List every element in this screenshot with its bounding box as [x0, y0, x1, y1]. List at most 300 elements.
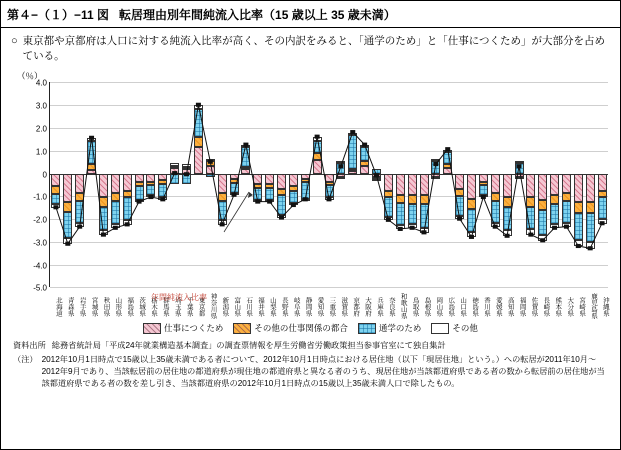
x-tick-label: 奈良県: [387, 296, 395, 317]
legend-item: [431, 322, 478, 334]
source-row: [13, 340, 608, 352]
bar-segment: [218, 220, 227, 225]
bar-segment: [586, 213, 595, 241]
bar-segment: [586, 202, 595, 213]
x-tick-label: 山口県: [459, 296, 467, 317]
legend-label: その他: [452, 323, 478, 334]
x-tick-label: 栃木県: [150, 296, 158, 317]
bar-segment: [289, 203, 298, 205]
bar-segment: [467, 174, 476, 199]
bar-segment: [265, 200, 274, 202]
bar-segment: [503, 230, 512, 236]
bar-column: [489, 82, 501, 287]
bar-segment: [277, 215, 286, 218]
x-tick-label: 長野県: [280, 296, 288, 317]
plot-region: [33, 78, 608, 293]
legend-label: 仕事につくため: [164, 323, 224, 334]
bar-column: [406, 82, 418, 287]
x-tick-label: 静岡県: [304, 296, 312, 317]
bar-segment: [277, 174, 286, 190]
bar-segment: [443, 152, 452, 165]
bar-segment: [182, 164, 191, 166]
bar-segment: [253, 188, 262, 199]
bar-segment: [467, 209, 476, 232]
note-text: 2012年10月1日時点で15歳以上35歳未満である者について、2012年10月1日時点における居住地（以下「現居住地」という。）への転居が2011年10月〜2012年9月であり、当該転居前の居住地の都道府県が現住地の都道府県と異なる者のうち、現居住地が当該都道府県である者の数から転居前の居住地が当該都道府県である者の数を差し引き、当該都道府県の2012年10月1日時点の15歳以上35歳未満人口で除したもの。: [41, 354, 605, 389]
figure-title: 転居理由別年間純流入比率（15 歳以上 35 歳未満）: [119, 8, 396, 22]
bar-segment: [550, 195, 559, 204]
bar-segment: [123, 197, 132, 220]
bar-segment: [408, 195, 417, 204]
bar-segment: [146, 195, 155, 197]
bar-segment: [230, 193, 239, 195]
x-tick-label: 長崎県: [542, 296, 550, 317]
bar-segment: [158, 184, 167, 198]
note-row: [13, 354, 608, 391]
bar-segment: [336, 177, 345, 179]
x-tick-label: 埼玉県: [173, 296, 181, 317]
bar-segment: [75, 193, 84, 201]
bar-segment: [384, 191, 393, 198]
bar-segment: [135, 200, 144, 202]
bar-segment: [562, 174, 571, 193]
bar-segment: [241, 145, 250, 147]
bar-segment: [218, 201, 227, 220]
x-tick-label: 鹿児島県: [589, 293, 597, 320]
bar-segment: [325, 185, 334, 198]
bar-column: [109, 82, 121, 287]
bar-segment: [313, 153, 322, 160]
bar-segment: [146, 174, 155, 182]
bar-segment: [455, 196, 464, 215]
bar-column: [549, 82, 561, 287]
bar-segment: [562, 201, 571, 223]
bar-segment: [87, 170, 96, 173]
bar-segment: [598, 219, 607, 224]
bar-column: [442, 82, 454, 287]
bar-segment: [431, 177, 440, 179]
bar-column: [62, 82, 74, 287]
note-label: （注）: [13, 354, 38, 364]
figure-header: [1, 1, 620, 28]
bar-segment: [182, 174, 191, 184]
bar-segment: [313, 137, 322, 140]
bar-segment: [206, 174, 215, 177]
bar-segment: [170, 174, 179, 184]
source-text: 総務省統計局「平成24年就業構造基本調査」の調査票情報を厚生労働省労働政策担当参事官室にて独自集計: [51, 341, 446, 351]
bar-segment: [443, 164, 452, 167]
gridline: [33, 283, 608, 293]
bar-segment: [526, 229, 535, 235]
bar-column: [383, 82, 395, 287]
bar-segment: [396, 195, 405, 203]
bar-segment: [63, 238, 72, 244]
chart-area: [9, 70, 612, 320]
bar-column: [74, 82, 86, 287]
bar-segment: [336, 163, 345, 173]
x-tick-label: 徳島県: [471, 296, 479, 317]
bar-segment: [218, 174, 227, 193]
x-tick-label: 富山県: [233, 296, 241, 317]
bar-column: [228, 82, 240, 287]
x-tick-label: 北海道: [54, 296, 62, 317]
y-tick-label: -5.0: [33, 283, 47, 293]
bar-segment: [384, 197, 393, 216]
bar-series: [50, 82, 608, 287]
bar-segment: [420, 204, 429, 228]
bar-segment: [384, 174, 393, 191]
x-tick-label: 神奈川県: [209, 293, 217, 320]
x-tick-label: 東京都: [197, 296, 205, 317]
bar-segment: [265, 174, 274, 184]
bar-segment: [550, 224, 559, 229]
y-tick-label: -1.0: [33, 192, 47, 202]
bar-segment: [230, 183, 239, 193]
bar-segment: [538, 200, 547, 210]
bar-segment: [420, 195, 429, 204]
x-tick-label: 三重県: [328, 296, 336, 317]
bar-segment: [336, 161, 345, 163]
bar-column: [121, 82, 133, 287]
x-tick-label: 和歌山県: [399, 293, 407, 320]
bar-column: [181, 82, 193, 287]
bar-segment: [123, 174, 132, 191]
bar-segment: [99, 207, 108, 231]
bar-segment: [396, 225, 405, 230]
bar-segment: [598, 191, 607, 198]
bar-column: [288, 82, 300, 287]
bar-segment: [194, 147, 203, 173]
bar-segment: [550, 174, 559, 196]
x-tick-label: 宮城県: [90, 296, 98, 317]
bar-segment: [574, 213, 583, 239]
bar-segment: [515, 163, 524, 173]
bullet-icon: ○: [11, 35, 18, 47]
x-tick-label: 岐阜県: [292, 296, 300, 317]
y-tick-label: 0: [42, 170, 47, 180]
legend-item: [143, 322, 223, 334]
x-tick-label: 青森県: [66, 296, 74, 317]
x-tick-label: 新潟県: [221, 296, 229, 317]
bar-column: [50, 82, 62, 287]
bar-segment: [526, 174, 535, 198]
bar-segment: [408, 204, 417, 223]
bar-segment: [194, 137, 203, 147]
x-tick-label: 鳥取県: [411, 296, 419, 317]
bar-segment: [526, 197, 535, 206]
bar-segment: [491, 201, 500, 223]
lead-text: 東京都や京都府は人口に対する純流入比率が高く、その内訳をみると、「通学のため」と「仕事につくため」が大部分を占めている。: [22, 35, 605, 63]
bar-segment: [51, 194, 60, 204]
figure-footer: [13, 340, 608, 390]
bar-column: [501, 82, 513, 287]
bar-segment: [253, 174, 262, 184]
bar-segment: [170, 163, 179, 165]
x-tick-label: 群馬県: [161, 296, 169, 317]
bar-column: [157, 82, 169, 287]
legend-swatch: [143, 323, 161, 334]
bar-segment: [455, 174, 464, 190]
bar-segment: [348, 169, 357, 171]
bar-segment: [123, 220, 132, 225]
bar-column: [573, 82, 585, 287]
bar-segment: [467, 199, 476, 209]
bar-segment: [586, 242, 595, 249]
x-axis-labels: [49, 289, 608, 323]
bar-segment: [75, 201, 84, 223]
bar-column: [537, 82, 549, 287]
x-tick-label: 大分県: [566, 296, 574, 317]
bar-segment: [396, 203, 405, 225]
bar-column: [335, 82, 347, 287]
bar-column: [513, 82, 525, 287]
x-tick-label: 広島県: [447, 296, 455, 317]
annotation-label: 年間純流入比率: [151, 293, 207, 303]
legend-item: [233, 322, 348, 334]
x-tick-label: 滋賀県: [340, 296, 348, 317]
bar-segment: [241, 167, 250, 169]
bar-column: [98, 82, 110, 287]
y-tick-label: 2.0: [35, 124, 47, 134]
x-tick-label: 茨城県: [138, 296, 146, 317]
lead-paragraph: [11, 34, 610, 64]
figure-number: 第４−（１）−11 図: [7, 8, 110, 22]
bar-segment: [360, 147, 369, 161]
bar-segment: [111, 193, 120, 201]
bar-column: [252, 82, 264, 287]
bar-segment: [491, 174, 500, 193]
bar-segment: [491, 193, 500, 201]
bar-segment: [135, 174, 144, 182]
legend-label: 通学のため: [378, 323, 422, 334]
bar-segment: [253, 200, 262, 202]
bar-segment: [182, 167, 191, 169]
bar-segment: [360, 145, 369, 147]
x-tick-label: 福井県: [257, 296, 265, 317]
bar-segment: [135, 186, 144, 200]
bar-column: [430, 82, 442, 287]
x-tick-label: 京都府: [352, 296, 360, 317]
bar-segment: [99, 174, 108, 198]
bar-column: [169, 82, 181, 287]
bar-segment: [313, 141, 322, 154]
x-tick-label: 福島県: [126, 296, 134, 317]
bar-column: [86, 82, 98, 287]
bar-segment: [87, 141, 96, 165]
bar-segment: [515, 177, 524, 179]
bar-column: [133, 82, 145, 287]
bar-segment: [443, 150, 452, 152]
bar-segment: [87, 138, 96, 140]
bar-segment: [384, 217, 393, 220]
bar-segment: [574, 174, 583, 202]
bar-segment: [194, 105, 203, 108]
y-axis-unit: （％）: [17, 71, 43, 82]
bar-segment: [111, 224, 120, 229]
y-tick-label: 1.0: [35, 147, 47, 157]
bar-segment: [550, 204, 559, 223]
chart-legend: [1, 322, 620, 334]
bar-segment: [123, 191, 132, 198]
bar-column: [193, 82, 205, 287]
y-tick-label: 3.0: [35, 101, 47, 111]
legend-swatch: [233, 323, 251, 334]
bar-segment: [538, 174, 547, 200]
bar-segment: [206, 161, 215, 166]
bar-segment: [348, 171, 357, 173]
bar-segment: [408, 224, 417, 229]
x-tick-label: 岩手県: [78, 296, 86, 317]
bar-segment: [99, 197, 108, 206]
x-tick-label: 島根県: [423, 296, 431, 317]
bar-column: [264, 82, 276, 287]
bar-segment: [301, 182, 310, 199]
bar-segment: [241, 147, 250, 166]
bar-column: [204, 82, 216, 287]
bar-segment: [455, 189, 464, 196]
bar-column: [145, 82, 157, 287]
x-tick-label: 山梨県: [268, 296, 276, 317]
bar-column: [525, 82, 537, 287]
x-tick-label: 兵庫県: [375, 296, 383, 317]
bar-column: [561, 82, 573, 287]
bar-segment: [51, 174, 60, 187]
bar-segment: [158, 174, 167, 181]
bar-segment: [420, 174, 429, 196]
bar-segment: [289, 174, 298, 187]
bar-column: [371, 82, 383, 287]
bar-column: [418, 82, 430, 287]
bar-segment: [420, 228, 429, 233]
bar-segment: [51, 186, 60, 194]
bar-segment: [265, 188, 274, 199]
legend-swatch: [358, 323, 376, 334]
bar-segment: [194, 109, 203, 137]
bar-segment: [503, 197, 512, 206]
bar-segment: [538, 235, 547, 241]
x-tick-label: 愛媛県: [494, 296, 502, 317]
bar-segment: [289, 191, 298, 204]
bar-segment: [99, 230, 108, 235]
bar-segment: [491, 223, 500, 228]
bar-segment: [348, 135, 357, 169]
bar-segment: [598, 174, 607, 191]
bar-column: [240, 82, 252, 287]
bar-segment: [515, 161, 524, 163]
bar-segment: [574, 202, 583, 213]
x-tick-label: 沖縄県: [601, 296, 609, 317]
x-tick-label: 秋田県: [102, 296, 110, 317]
x-tick-label: 大阪府: [364, 296, 372, 317]
legend-swatch: [431, 323, 449, 334]
bar-segment: [526, 207, 535, 230]
x-tick-label: 愛知県: [316, 296, 324, 317]
bar-segment: [158, 197, 167, 199]
bar-segment: [586, 174, 595, 202]
bar-column: [276, 82, 288, 287]
bar-segment: [51, 204, 60, 207]
bar-segment: [372, 169, 381, 174]
x-tick-label: 岡山県: [435, 296, 443, 317]
source-label: 資料出所: [13, 341, 46, 351]
y-tick-label: 4.0: [35, 78, 47, 88]
bar-segment: [479, 195, 488, 197]
bar-segment: [396, 174, 405, 196]
bar-segment: [503, 174, 512, 198]
y-tick-label: -2.0: [33, 215, 47, 225]
bar-column: [216, 82, 228, 287]
bar-segment: [325, 197, 334, 199]
bar-segment: [443, 168, 452, 174]
bar-segment: [218, 193, 227, 201]
bar-segment: [111, 174, 120, 193]
bar-segment: [87, 164, 96, 170]
x-tick-label: 高知県: [506, 296, 514, 317]
legend-label: その他の仕事関係の都合: [254, 323, 348, 334]
bar-segment: [467, 232, 476, 238]
bar-segment: [63, 174, 72, 202]
bar-segment: [574, 240, 583, 247]
bar-segment: [360, 166, 369, 174]
bar-column: [347, 82, 359, 287]
bar-column: [584, 82, 596, 287]
bar-column: [323, 82, 335, 287]
bar-column: [596, 82, 608, 287]
bar-segment: [146, 185, 155, 195]
x-tick-label: 石川県: [245, 296, 253, 317]
x-tick-label: 福岡県: [518, 296, 526, 317]
bar-segment: [431, 159, 440, 161]
x-tick-label: 山形県: [114, 296, 122, 317]
x-tick-label: 香川県: [482, 296, 490, 317]
bar-segment: [325, 174, 334, 182]
bar-segment: [111, 201, 120, 224]
bar-segment: [455, 216, 464, 219]
bar-segment: [431, 161, 440, 174]
bar-column: [299, 82, 311, 287]
bar-segment: [75, 174, 84, 193]
x-tick-label: 熊本県: [554, 296, 562, 317]
bar-segment: [277, 195, 286, 214]
bar-column: [466, 82, 478, 287]
bar-column: [359, 82, 371, 287]
bar-column: [478, 82, 490, 287]
bar-segment: [170, 166, 179, 168]
bar-column: [454, 82, 466, 287]
bar-segment: [408, 174, 417, 196]
bar-segment: [348, 133, 357, 135]
x-tick-label: 宮崎県: [578, 296, 586, 317]
bar-segment: [479, 185, 488, 195]
bar-segment: [63, 202, 72, 212]
bar-segment: [313, 160, 322, 174]
bar-segment: [206, 166, 215, 174]
bar-segment: [598, 197, 607, 219]
legend-item: [358, 322, 422, 334]
bar-column: [311, 82, 323, 287]
x-tick-label: 佐賀県: [530, 296, 538, 317]
bar-segment: [75, 223, 84, 228]
bar-segment: [63, 212, 72, 238]
bar-segment: [538, 210, 547, 235]
bar-segment: [301, 199, 310, 201]
bar-column: [394, 82, 406, 287]
bar-segment: [360, 161, 369, 166]
bar-segment: [562, 223, 571, 228]
bar-segment: [372, 179, 381, 181]
y-tick-label: -3.0: [33, 238, 47, 248]
bar-segment: [479, 174, 488, 182]
y-tick-label: -4.0: [33, 261, 47, 271]
